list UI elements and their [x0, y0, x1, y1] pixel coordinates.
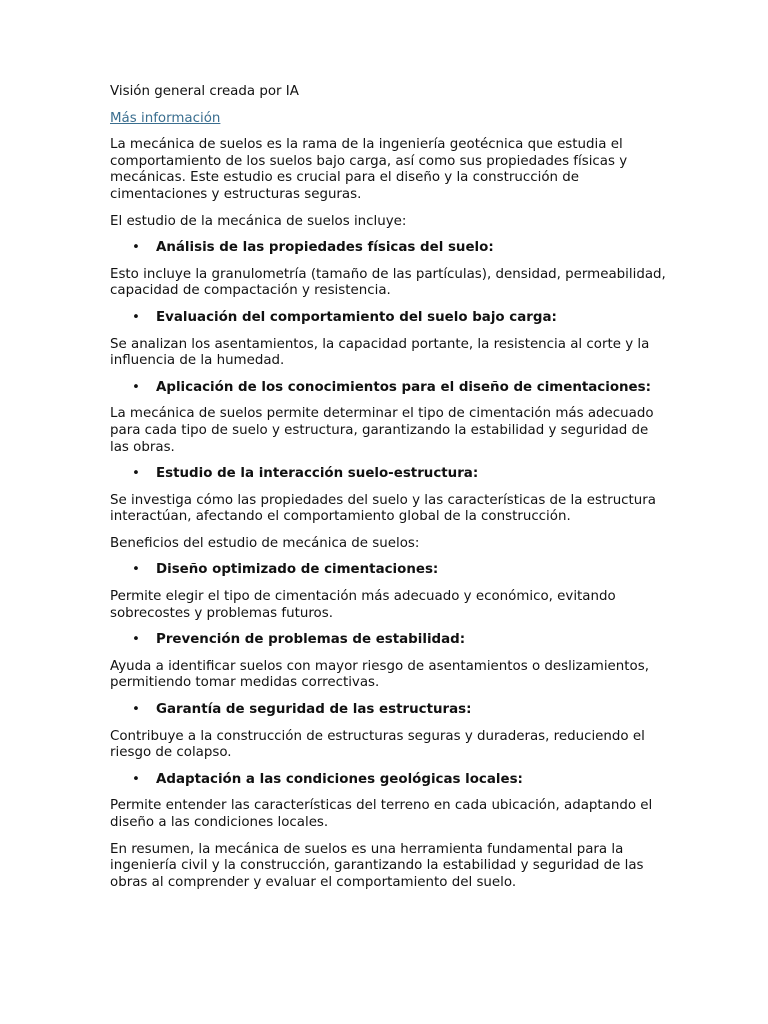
bullet-icon: •: [132, 702, 140, 718]
list-item-title: Evaluación del comportamiento del suelo bajo carga:: [156, 309, 557, 325]
list-item-title: Adaptación a las condiciones geológicas locales:: [156, 771, 523, 787]
conclusion-paragraph: En resumen, la mecánica de suelos es una herramienta fundamental para la ingeniería civil y la construcción, garantizando la estabilidad y seguridad de las obras al comprender y evaluar el comportamiento del suelo.: [110, 841, 644, 890]
bullet-icon: •: [132, 466, 140, 482]
list-item-text: Se analizan los asentamientos, la capacidad portante, la resistencia al corte y la influencia de la humedad.: [110, 336, 650, 369]
list-item-title: Aplicación de los conocimientos para el diseño de cimentaciones:: [156, 379, 651, 395]
list-item-title: Análisis de las propiedades físicas del suelo:: [156, 240, 494, 256]
list-item: [110, 310, 670, 327]
list-item-text: Permite elegir el tipo de cimentación más adecuado y económico, evitando sobrecostes y problemas futuros.: [110, 589, 616, 621]
list-item-text: La mecánica de suelos permite determinar el tipo de cimentación más adecuado para cada tipo de suelo y estructura, garantizando la estabilidad y seguridad de las obras.: [110, 406, 654, 455]
bullet-icon: •: [132, 309, 140, 325]
list-item-title: Garantía de seguridad de las estructuras:: [156, 702, 472, 718]
bullet-icon: •: [132, 379, 140, 395]
list-item-title: Estudio de la interacción suelo-estructura:: [156, 466, 479, 482]
list-item: [110, 702, 670, 719]
more-info-link[interactable]: Más información: [110, 110, 221, 126]
list-item-text: Permite entender las características del terreno en cada ubicación, adaptando el diseño a las condiciones locales.: [110, 798, 653, 830]
list-item-title: Diseño optimizado de cimentaciones:: [156, 562, 439, 578]
list-item-text: Esto incluye la granulometría (tamaño de las partículas), densidad, permeabilidad, capacidad de compactación y resistencia.: [110, 266, 666, 299]
list-item-text: Se investiga cómo las propiedades del suelo y las características de la estructura interactúan, afectando el comportamiento global de la construcción.: [110, 492, 656, 525]
section-heading-benefits: Beneficios del estudio de mecánica de suelos:: [110, 535, 420, 551]
section-heading-includes: El estudio de la mecánica de suelos incluye:: [110, 213, 407, 229]
bullet-icon: •: [132, 240, 140, 256]
bullet-icon: •: [132, 632, 140, 648]
list-item: [110, 772, 670, 789]
list-item: [110, 562, 670, 579]
list-item: [110, 632, 670, 649]
list-item-text: Ayuda a identificar suelos con mayor riesgo de asentamientos o deslizamientos, permitiendo tomar medidas correctivas.: [110, 658, 649, 691]
document-body: [110, 84, 670, 901]
intro-paragraph: La mecánica de suelos es la rama de la ingeniería geotécnica que estudia el comportamiento de los suelos bajo carga, así como sus propiedades físicas y mecánicas. Este estudio es crucial para el diseño y la construcción de cimentaciones y estructuras seguras.: [110, 137, 628, 202]
bullet-icon: •: [132, 771, 140, 787]
list-item-title: Prevención de problemas de estabilidad:: [156, 632, 466, 648]
list-item-text: Contribuye a la construcción de estructuras seguras y duraderas, reduciendo el riesgo de colapso.: [110, 728, 645, 761]
list-item: [110, 240, 670, 257]
list-item: [110, 380, 670, 397]
bullet-icon: •: [132, 562, 140, 578]
overview-title: Visión general creada por IA: [110, 84, 299, 99]
more-info-wrapper: [110, 111, 670, 128]
list-item: [110, 466, 670, 483]
